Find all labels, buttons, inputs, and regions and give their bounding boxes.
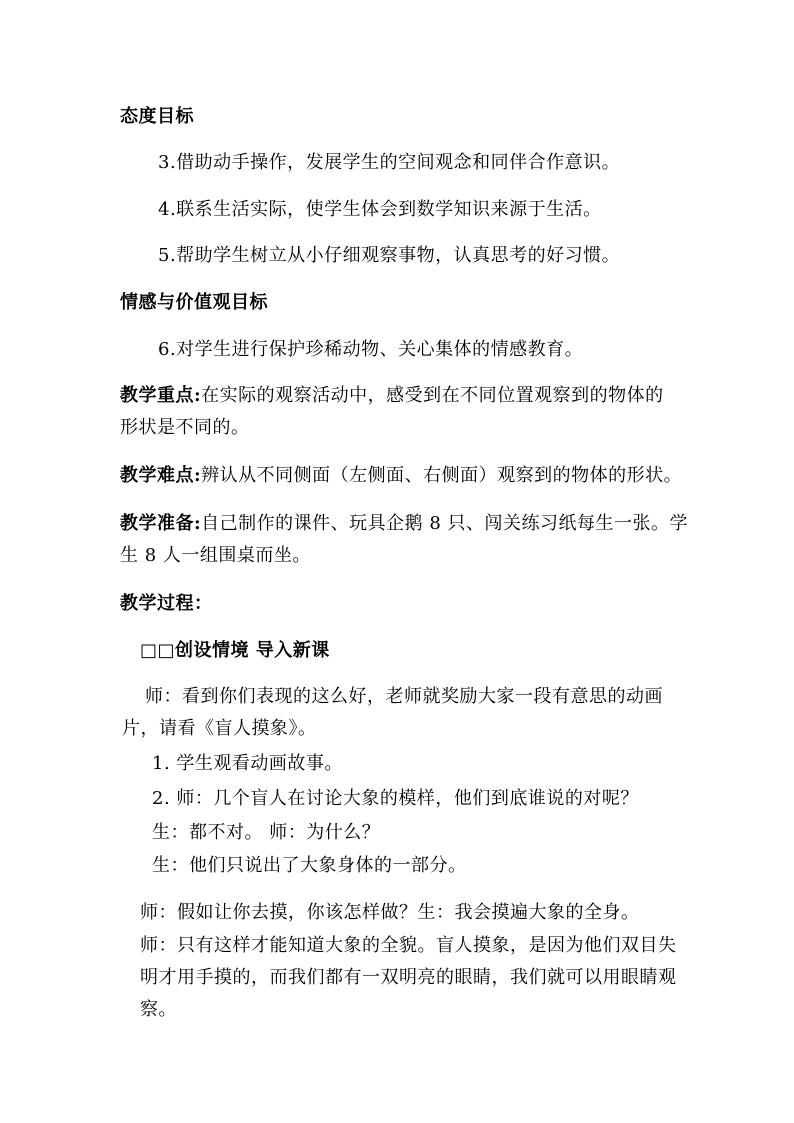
key-point-line-2: 形状是不同的。 [120,417,250,438]
dialogue-line-9: 明才用手摸的，而我们都有一双明亮的眼睛，我们就可以用眼睛观 [140,967,677,988]
key-point-line-1 [120,385,664,407]
emotion-goals-heading: 情感与价值观目标 [120,292,268,313]
teaching-process-heading: 教学过程： [120,593,213,614]
part-one-heading: □□创设情境 导入新课 [140,640,330,661]
dialogue-line-4: 2. 师：几个盲人在讨论大象的模样，他们到底谁说的对呢？ [152,788,639,809]
dialogue-line-6: 生：他们只说出了大象身体的一部分。 [152,855,467,876]
difficulty-text: 辨认从不同侧面（左侧面、右侧面）观察到的物体的形状。 [201,465,683,486]
dialogue-line-3: 1. 学生观看动画故事。 [152,753,343,774]
dialogue-line-7: 师：假如让你去摸，你该怎样做？生：我会摸遍大象的全身。 [140,902,640,923]
difficulty-line [120,465,682,487]
goal-item-4: 4.联系生活实际，使学生体会到数学知识来源于生活。 [158,199,602,220]
preparation-line-1 [120,513,688,535]
goal-item-3: 3.借助动手操作，发展学生的空间观念和同伴合作意识。 [158,152,621,173]
preparation-label: 教学准备: [120,513,202,534]
dialogue-line-1: 师：看到你们表现的这么好，老师就奖励大家一段有意思的动画 [145,686,663,707]
dialogue-line-8: 师：只有这样才能知道大象的全貌。盲人摸象，是因为他们双目失 [140,935,677,956]
key-point-text: 在实际的观察活动中，感受到在不同位置观察到的物体的 [201,385,664,406]
preparation-line-2: 生 8 人一组围桌而坐。 [120,545,311,566]
dialogue-line-10: 察。 [140,999,177,1020]
dialogue-line-2: 片，请看《盲人摸象》。 [122,718,317,739]
attitude-goals-heading: 态度目标 [120,106,194,127]
preparation-text: 自己制作的课件、玩具企鹅 8 只、闯关练习纸每生一张。学 [201,513,689,534]
dialogue-line-5: 生：都不对。 师：为什么？ [152,822,381,843]
goal-item-5: 5.帮助学生树立从小仔细观察事物，认真思考的好习惯。 [158,245,621,266]
key-point-label: 教学重点: [120,385,202,406]
difficulty-label: 教学难点: [120,465,202,486]
goal-item-6: 6.对学生进行保护珍稀动物、关心集体的情感教育。 [158,339,584,360]
